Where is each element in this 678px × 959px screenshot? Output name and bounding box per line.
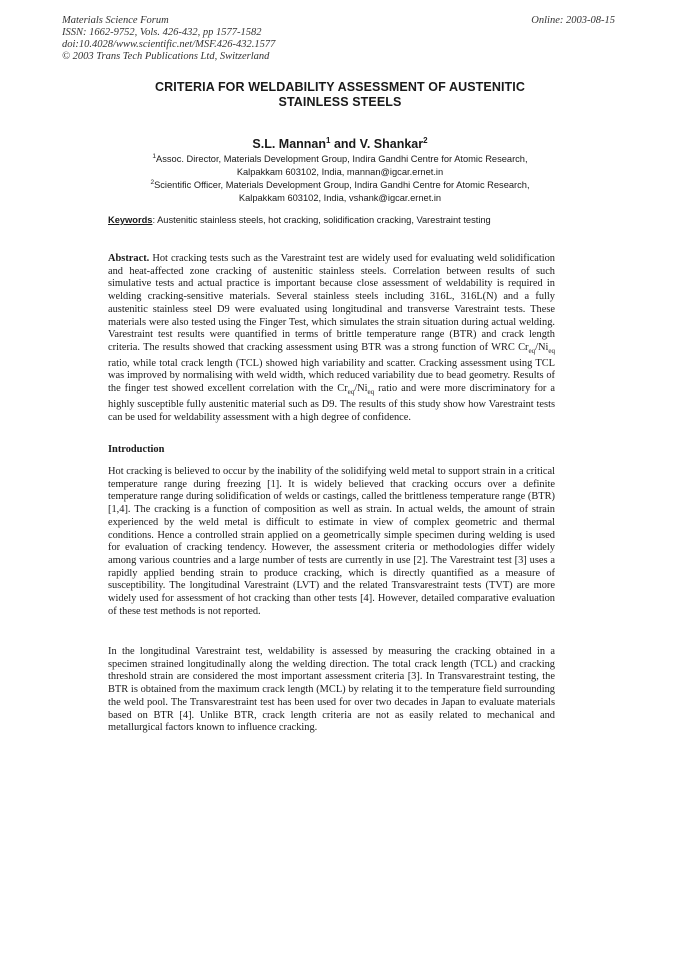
abstract [108,253,555,424]
affiliation-2 [110,177,570,204]
author-1-sup: 1 [326,136,331,145]
affiliation-1-line-1: Assoc. Director, Materials Development Group, Indira Gandhi Centre for Atomic Research, [156,154,528,165]
author-connector: and [330,137,360,152]
author-2: V. Shankar [359,137,424,152]
author-1: S.L. Mannan [252,137,327,152]
abstract-text-d: /Ni [354,383,368,395]
paper-title [110,80,570,110]
online-date: Online: 2003-08-15 [531,15,615,26]
abstract-text-a: Hot cracking tests such as the Varestraint test are widely used for evaluating weld solidification and heat-affected zone cracking of austenitic stainless steels. Correlation between results of such simulative tests and actual practice is important because close assessment of weldability is required in welding cracking-sensitive materials. Several stainless steels including 316L, 316L(N) and a fully austenitic stainless steel D9 were evaluated using longitudinal and transverse Varestraint tests. These materials were also tested using the Finger Test, which simulates the strain situation during actual welding. Varestraint test results were quantified in terms of brittle temperature range (BTR) and crack length criteria. The results showed that cracking assessment using BTR was a strong function of WRC Cr [108,253,555,353]
sub-eq-1: eq [528,347,536,355]
journal-name: Materials Science Forum [62,15,169,26]
affiliation-1 [110,151,570,178]
author-2-sup: 2 [423,136,428,145]
keywords-label: Keywords [108,215,153,225]
sub-eq-2: eq [548,347,555,355]
doi-line: doi:10.4028/www.scientific.net/MSF.426-432.1577 [62,39,276,50]
sub-eq-4: eq [367,388,375,397]
introduction-paragraph-2: In the longitudinal Varestraint test, weldability is assessed by measuring the cracking obtained in a specimen strained longitudinally along the welding direction. The total crack length (TCL) and cracking threshold strain are considered the most important assessment criteria [3]. In Transvarestraint testing, the BTR is obtained from the maximum crack length (MCL) by relating it to the temperature field surrounding the weld pool. The Transvarestraint test has been used for over two decades in Japan to evaluate materials based on BTR [4]. Unlike BTR, crack length criteria are not as easily related to mechanical and metallurgical factors known to influence cracking. [108,646,555,734]
abstract-text-b: /Ni [535,341,549,353]
abstract-text-c: ratio, while total crack length (TCL) showed high variability and scatter. Cracking assessment using TCL was improved by normalising with weld width, which reduced variability due to bead geometry. Results of the finger test showed excellent correlation with the Cr [108,357,555,395]
copyright-line: © 2003 Trans Tech Publications Ltd, Switzerland [62,51,270,62]
affiliation-2-line-2: Kalpakkam 603102, India, vshank@igcar.ernet.in [238,192,442,203]
keywords [108,215,578,225]
issn-line: ISSN: 1662-9752, Vols. 426-432, pp 1577-1582 [62,27,262,38]
journal-header [62,15,275,63]
introduction-paragraph-1: Hot cracking is believed to occur by the inability of the solidifying weld metal to support strain in a critical temperature range during freezing [1]. It is widely believed that cracking occurs over a definite temperature range during solidification of welds or castings, called the brittleness temperature range (BTR) [1,4]. The cracking is a function of composition as well as strain. In actual welds, the amount of strain experienced by the weld metal is difficult to estimate in view of complex geometric and thermal conditions. Hence a controlled strain applied on a geometrically simple specimen during welding is used for evaluation of cracking tendency. However, the assessment criteria or methodologies differ widely among various countries and a large number of tests are currently in use [2]. The Varestraint test [3] uses a rapidly applied bending strain to produce cracking, which is directly quantified as a measure of susceptibility. The longitudinal Varestraint (LVT) and the related Transvarestraint tests (TVT) are more widely used for assessment of hot cracking than other tests [4]. However, detailed comparative evaluation of these test methods is not reported. [108,466,555,617]
affiliation-2-sup: 2 [150,179,155,186]
title-line-1: CRITERIA FOR WELDABILITY ASSESSMENT OF AUSTENITIC [155,80,525,94]
sub-eq-3: eq [347,388,355,397]
abstract-text-e: ratio and were more discriminatory for a highly susceptible fully austenitic material such as D9. The results of this study show how Varestraint tests can be used for weldability assessment with a high degree of confidence. [108,383,555,423]
affiliation-1-sup: 1 [152,153,157,160]
author-list [110,136,570,151]
introduction-heading: Introduction [108,444,165,455]
affiliation-1-line-2: Kalpakkam 603102, India, mannan@igcar.ernet.in [236,166,444,177]
abstract-label: Abstract. [108,253,150,264]
keywords-text: : Austenitic stainless steels, hot cracking, solidification cracking, Varestraint testing [152,215,491,225]
affiliation-2-line-1: Scientific Officer, Materials Development Group, Indira Gandhi Centre for Atomic Research, [154,180,530,191]
title-line-2: STAINLESS STEELS [278,95,402,109]
